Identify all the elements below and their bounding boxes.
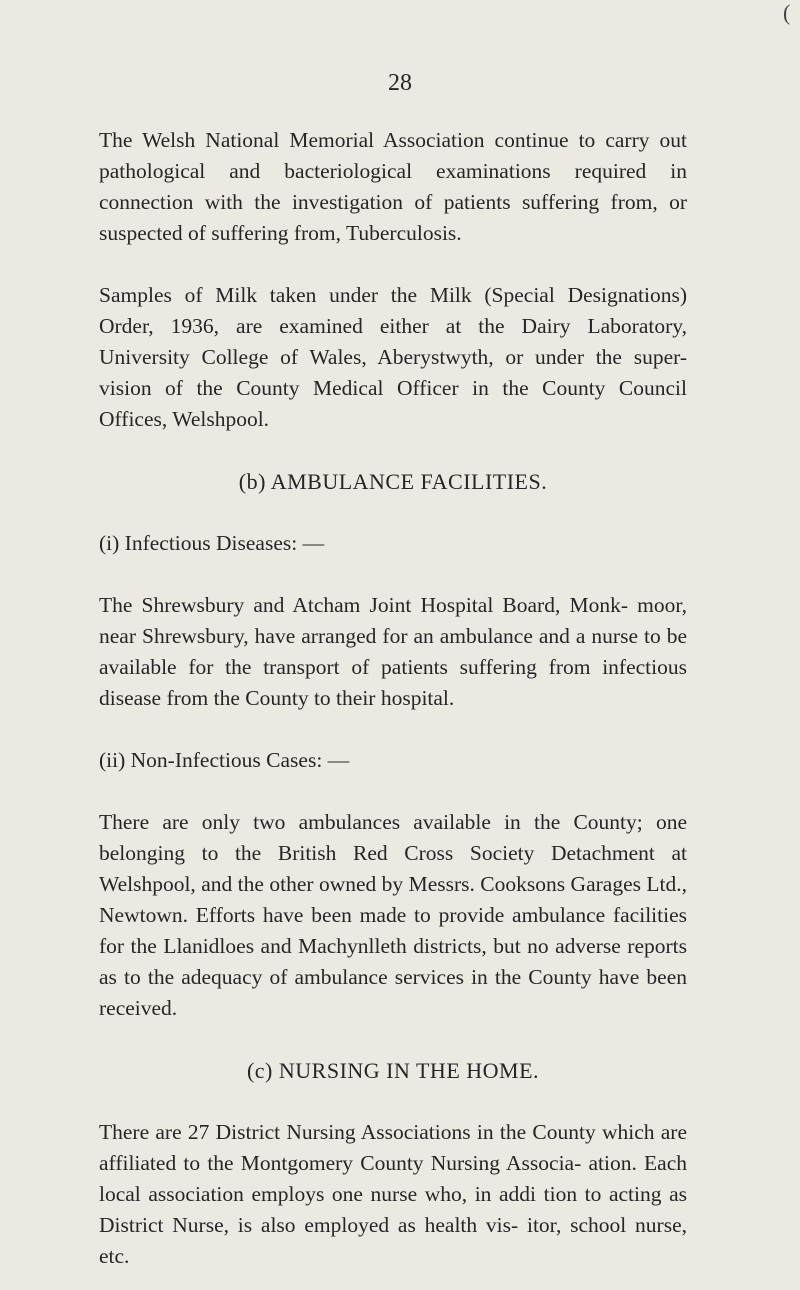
heading-ambulance-facilities: (b) AMBULANCE FACILITIES. [238,469,548,494]
paragraph-shrewsbury-board: The Shrewsbury and Atcham Joint Hospital Board, Monk- moor, near Shrewsbury, have arranged for an ambulance and a nurse to be available for the transport of patients suffering from infectious disease from the County to their hospital. [99,593,687,710]
heading-nursing-in-the-home: (c) NURSING IN THE HOME. [246,1058,540,1083]
document-body [99,125,687,1272]
corner-mark: ( [783,0,791,25]
subheading-infectious-diseases: (i) Infectious Diseases: — [99,531,325,555]
paragraph-pathology: The Welsh National Memorial Association continue to carry out pathological and bacteriological examinations required in connection with the investigation of patients suffering from, or suspected of suffering from, Tuberculosis. [99,128,687,245]
subheading-non-infectious-cases: (ii) Non-Infectious Cases: — [99,748,350,772]
paragraph-nursing-associations: There are 27 District Nursing Associations in the County which are affiliated to the Montgomery County Nursing Associa- ation. Each local association employs one nurse who, in addi tion to acting as District Nurse, is also employed as health vis- itor, school nurse, etc. [99,1120,687,1268]
paragraph-ambulances: There are only two ambulances available in the County; one belonging to the British Red Cross Society Detachment at Welshpool, and the other owned by Messrs. Cooksons Garages Ltd., Newtown. Efforts have been made to provide ambulance facilities for the Llanidloes and Machynlleth districts, but no adverse reports as to the adequacy of ambulance services in the County have been received. [99,810,687,1020]
paragraph-milk-samples: Samples of Milk taken under the Milk (Special Designations) Order, 1936, are examined either at the Dairy Laboratory, University College of Wales, Aberystwyth, or under the super- vision of the County Medical Officer in the County Council Offices, Welshpool. [99,283,687,431]
page-number: 28 [388,70,412,96]
